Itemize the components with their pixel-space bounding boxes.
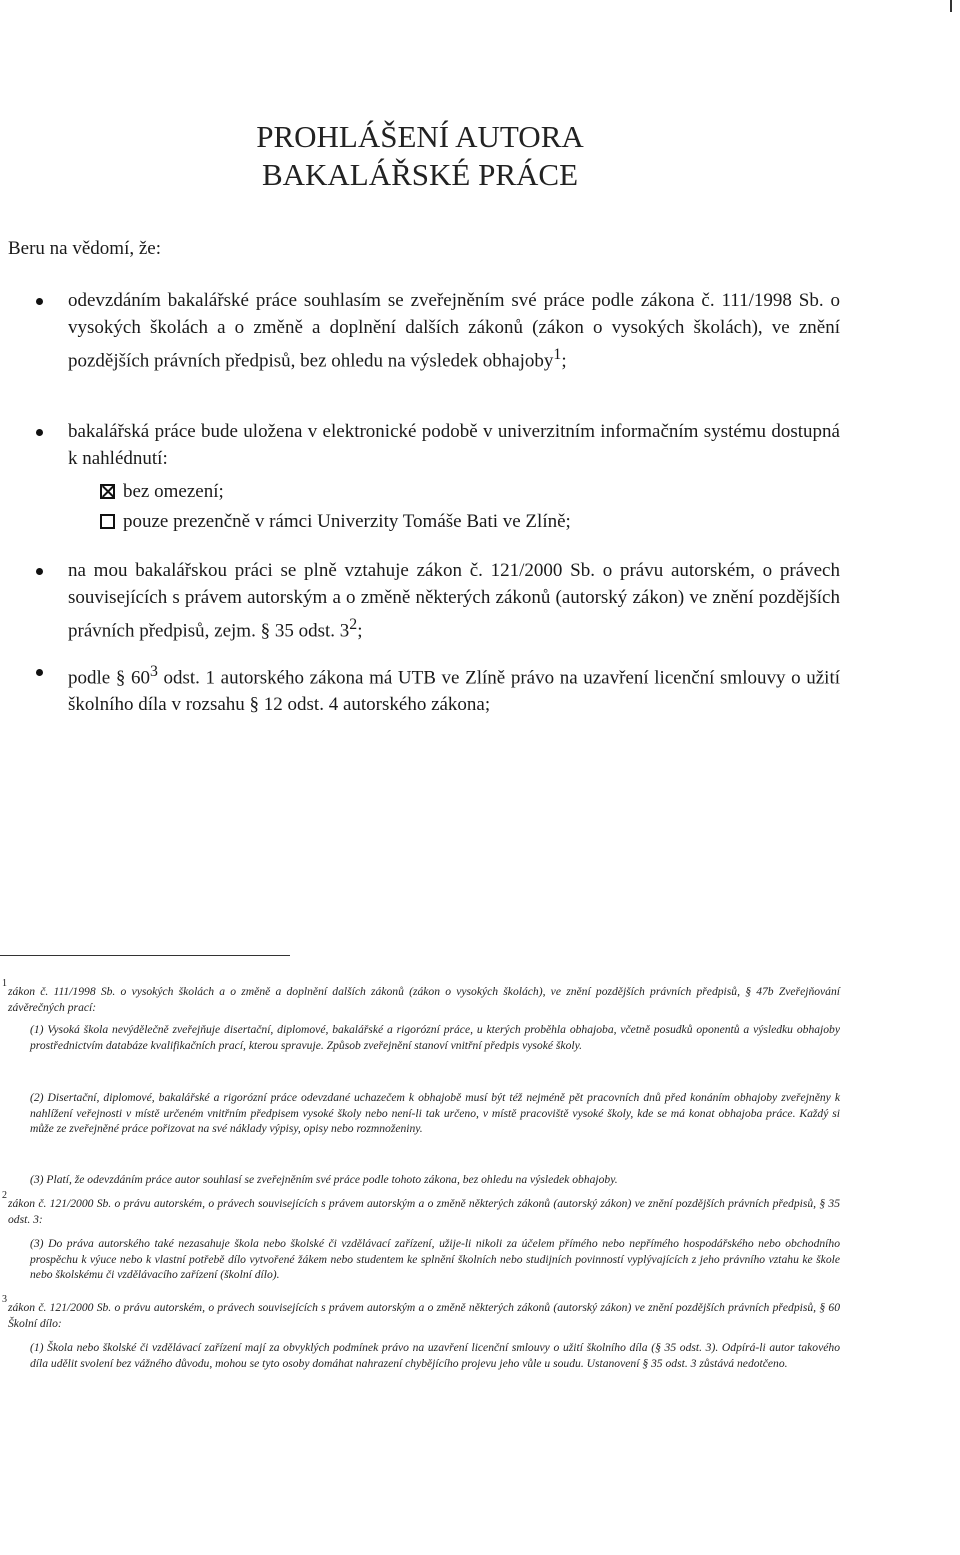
page-title-line1: PROHLÁŠENÍ AUTORA (256, 119, 584, 154)
footnote-number: 1 (2, 978, 7, 989)
footnote-1-paragraph-2: (2) Disertační, diplomové, bakalářské a rigorózní práce odevzdané uchazečem k obhajobě musí být též nejméně pět pracovních dnů před konáním obhajoby zveřejněny k nahlížení veřejnosti v místě určeném vnitřním předpisem vysoké školy nebo není-li tak určeno, v místě pracoviště vysoké školy, kde se má konat obhajoba práce. Každý si může ze zveřejněné práce pořizovat na své náklady výpisy, opisy nebo rozmnoženiny. (30, 1091, 840, 1135)
footnote-divider (0, 955, 290, 956)
option-label: pouze prezenčně v rámci Univerzity Tomáše Bati ve Zlíně; (123, 511, 571, 532)
footnote-3-paragraph-1: (1) Škola nebo školské či vzdělávací zařízení mají za obvyklých podmínek právo na uzavření licenční smlouvy o užití školního díla (§ 35 odst. 3). Odpírá-li autor takového díla udělit svolení bez vážného důvodu, mohou se tyto osoby domáhat nahrazení chybějícího projevu jeho vůle u soudu. Ustanovení § 35 odst. 3 zůstává nedotčeno. (30, 1341, 840, 1370)
footnote-1-paragraph-3: (3) Platí, že odevzdáním práce autor souhlasí se zveřejněním své práce podle tohoto zákona, bez ohledu na výsledek obhajoby. (30, 1173, 618, 1186)
bullet-text: podle § 60 (68, 667, 150, 689)
option-unrestricted[interactable] (100, 478, 224, 505)
footnote-1-paragraph-1: (1) Vysoká škola nevýdělečně zveřejňuje disertační, diplomové, bakalářské a rigorózní práce, u kterých proběhla obhajoba, včetně posudků oponentů a výsledku obhajoby prostřednictvím databáze kvalifikačních prací, kterou spravuje. Způsob zveřejnění stanoví vnitřní předpis vysoké školy. (30, 1023, 840, 1052)
footnote-3: zákon č. 121/2000 Sb. o právu autorském, o právech souvisejících s právem autorským a o změně některých zákonů (autorský zákon) ve znění pozdějších právních předpisů, § 60 Školní dílo: (8, 1301, 840, 1330)
bullet-text: bakalářská práce bude uložena v elektronické podobě v univerzitním informačním systému dostupná k nahlédnutí: (68, 421, 840, 469)
footnote-ref: 2 (349, 616, 358, 633)
bullet-text-end: ; (357, 620, 363, 642)
page-title-line2: BAKALÁŘSKÉ PRÁCE (261, 157, 579, 192)
bullet-text: na mou bakalářskou práci se plně vztahuje zákon č. 121/2000 Sb. o právu autorském, o právech souvisejících s právem autorským a o změně některých zákonů (autorský zákon) ve znění pozdějších právních předpisů, zejm. § 35 odst. 3 (68, 560, 840, 642)
bullet-text: odevzdáním bakalářské práce souhlasím se zveřejněním své práce podle zákona č. 111/1998 Sb. o vysokých školách a o změně a doplnění dalších zákonů (zákon o vysokých školách), ve znění pozdějších právních předpisů, bez ohledu na výsledek obhajoby (68, 290, 840, 372)
footnote-2-paragraph-3: (3) Do práva autorského také nezasahuje škola nebo školské či vzdělávací zařízení, užije-li nikoli za účelem přímého nebo nepřímého hospodářského nebo obchodního prospěchu k výuce nebo k vlastní potřebě dílo vytvořené žákem nebo studentem ke splnění školních nebo studijních povinností vyplývajících z jeho právního vztahu ke škole nebo školskému či vzdělávacího zařízení (školní dílo). (30, 1237, 840, 1281)
footnote-ref: 1 (553, 346, 562, 363)
bullet-electronic-storage (68, 418, 840, 472)
footnote-number: 3 (2, 1294, 7, 1305)
bullet-text-end: ; (561, 350, 567, 372)
checked-checkbox-icon[interactable] (100, 484, 115, 499)
footnote-1: zákon č. 111/1998 Sb. o vysokých školách a o změně a doplnění dalších zákonů (zákon o vysokých školách), ve znění pozdějších právních předpisů, § 47b Zveřejňování závěrečných prací: (8, 985, 840, 1014)
bullet-license-agreement (68, 658, 840, 718)
empty-checkbox-icon[interactable] (100, 514, 115, 529)
intro-text: Beru na vědomí, že: (8, 238, 162, 259)
footnote-2: zákon č. 121/2000 Sb. o právu autorském, o právech souvisejících s právem autorským a o změně některých zákonů (autorský zákon) ve znění pozdějších právních předpisů, § 35 odst. 3: (8, 1197, 840, 1226)
corner-mark (950, 0, 952, 12)
bullet-text-end: odst. 1 autorského zákona má UTB ve Zlíně právo na uzavření licenční smlouvy o užití školního díla v rozsahu § 12 odst. 4 autorského zákona; (68, 667, 840, 716)
footnote-ref: 3 (149, 663, 158, 680)
footnote-number: 2 (2, 1190, 7, 1201)
bullet-copyright-act (68, 557, 840, 644)
bullet-publication-consent (68, 287, 840, 374)
option-presential-only[interactable] (100, 508, 571, 535)
option-label: bez omezení; (123, 481, 224, 502)
